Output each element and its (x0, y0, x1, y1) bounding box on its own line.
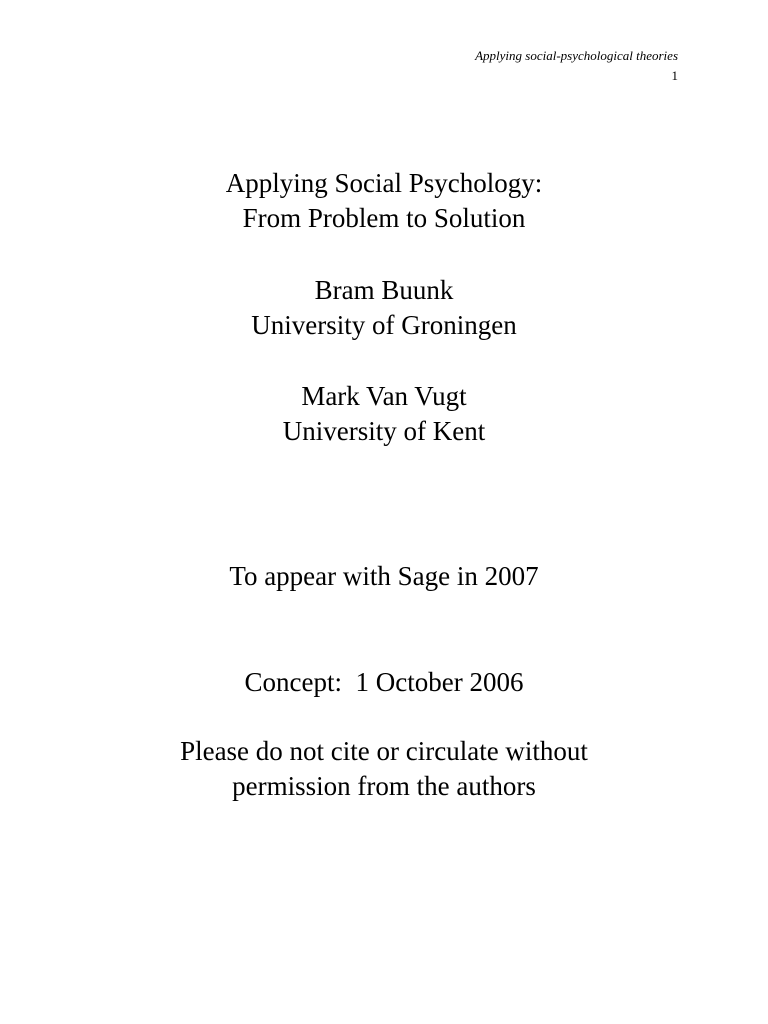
concept-text: Concept: 1 October 2006 (244, 667, 524, 697)
page-number: 1 (671, 68, 678, 83)
concept-date (0, 665, 768, 700)
author-name: Bram Buunk (314, 275, 454, 305)
running-head (475, 46, 678, 86)
notice-line-1: Please do not cite or circulate without (180, 736, 588, 766)
publication-text: To appear with Sage in 2007 (229, 561, 539, 591)
notice-line-2: permission from the authors (232, 771, 536, 801)
citation-notice (0, 734, 768, 804)
title-line-1: Applying Social Psychology: (225, 168, 543, 198)
publication-note (0, 559, 768, 594)
author-affiliation: University of Kent (282, 416, 486, 446)
author-name: Mark Van Vugt (301, 381, 467, 411)
document-title (0, 166, 768, 236)
author-affiliation: University of Groningen (251, 310, 517, 340)
title-line-2: From Problem to Solution (242, 203, 526, 233)
author-block-2 (0, 379, 768, 449)
author-block-1 (0, 273, 768, 343)
running-title: Applying social-psychological theories (475, 48, 678, 63)
